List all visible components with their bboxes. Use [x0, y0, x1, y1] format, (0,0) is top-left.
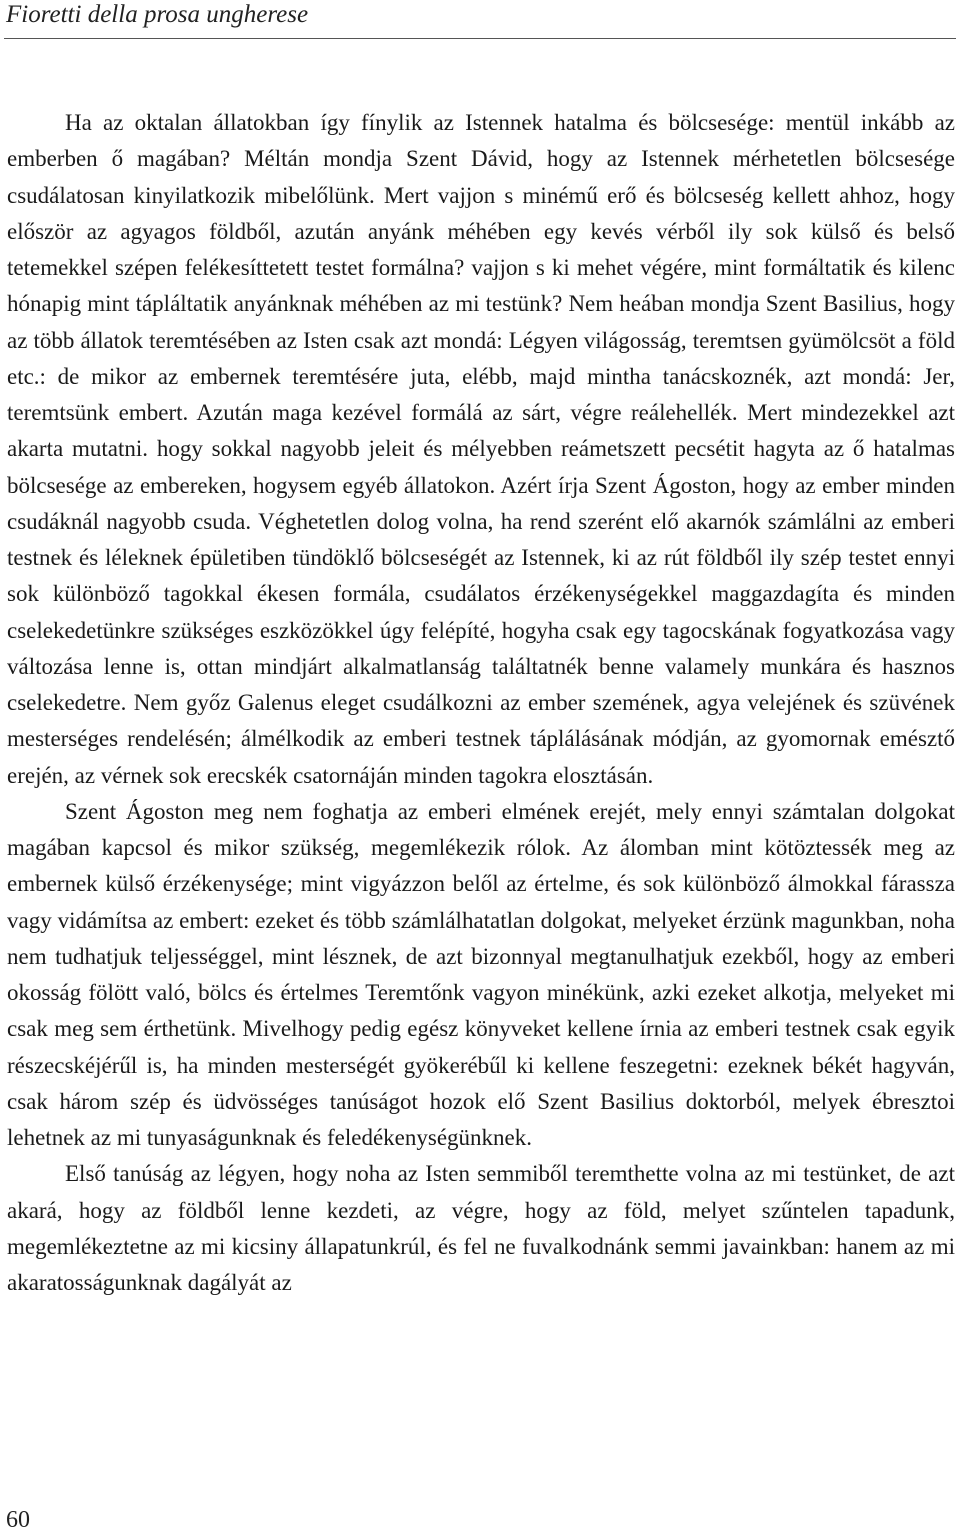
page-number: 60 — [6, 1507, 30, 1533]
body-text — [7, 105, 955, 1301]
header-divider — [4, 38, 956, 39]
running-head-title: Fioretti della prosa ungherese — [6, 1, 309, 28]
paragraph-3: Első tanúság az légyen, hogy noha az Isten semmiből teremthette volna az mi testünket, de azt akará, hogy az földből lenne kezdeti, az végre, hogy az föld, melyet szűntelen tapadunk, megemlékeztetne az mi kicsiny állapatunkrúl, és fel ne fuvalkodnánk semmi javainkban: hanem az mi akaratosságunknak dagályát az — [7, 1161, 955, 1295]
paragraph-2: Szent Ágoston meg nem foghatja az emberi elmének erejét, mely ennyi számtalan dolgokat magában kapcsol és mikor szükség, megemlékezik rólok. Az álomban mint kötöztessék meg az embernek külső érzékenysége; mint vigyázzon belől az értelme, és sok különböző álmokkal fárassza vagy vidámítsa az embert: ezeket és több számlálhatatlan dolgokat, melyeket érzünk magunkban, noha nem tudhatjuk teljességgel, mint lésznek, de azt bizonnyal megtanulhatjuk ezekből, hogy az emberi okosság fölött való, bölcs és értelmes Teremtőnk vagyon minékünk, azki ezeket alkotja, melyeket mi csak meg sem érthetünk. Mivelhogy pedig egész könyveket kellene írnia az emberi testnek csak egyik részecskéjérűl is, ha minden mesterségét gyökerébűl ki kellene feszegetni: ezeknek békét hagyván, csak három szép és üdvösséges tanúságot hozok elő Szent Basilius doktorból, melyek ébresztoi lehetnek az mi tunyaságunknak és feledékenységünknek. — [7, 798, 955, 1150]
paragraph-1: Ha az oktalan állatokban így fínylik az Istennek hatalma és bölcsesége: mentül inkább az emberben ő magában? Méltán mondja Szent Dávid, hogy az Istennek mérhetetlen bölcsesége csudálatosan kinyilatkozik mibelőlünk. Mert vajjon s minémű erő és bölcseség kellett ahhoz, hogy először az agyagos földből, azután anyánk méhében egy kevés vérből ily sok külső és belső tetemekkel szépen felékesíttetett testet formálna? vajjon s ki mehet végére, mint formáltatik és kilenc hónapig mint tápláltatik anyánknak méhében az mi testünk? Nem heában mondja Szent Basilius, hogy az több állatok teremtésében az Isten csak azt mondá: Légyen világosság, teremtsen gyümölcsöt a föld etc.: de mikor az embernek teremtésére juta, elébb, majd mintha tanácskoznék, azt mondá: Jer, teremtsünk embert. Azután maga kezével formálá az sárt, végre reálehellék. Mert mindezekkel azt akarta mutatni. hogy sokkal nagyobb jeleit és mélyebben reámetszett pecsétit hagyta az ő hatalmas bölcsesége az embereken, hogysem egyéb állatokon. Azért írja Szent Ágoston, hogy az ember minden csudáknál nagyobb csuda. Véghetetlen dolog volna, ha rend szerént elő akarnók számlálni az emberi testnek és léleknek épületiben tündöklő bölcseségét az Istennek, ki az rút földből ily szép testet ennyi sok különböző tagokkal ékesen formála, csudálatos érzékenységekkel maggazdagíta és minden cselekedetünkre szükséges eszközökkel úgy felépíté, hogyha csak egy tagocskának fogyatkozása vagy változása lenne is, ottan mindjárt alkalmatlanság találtatnék benne valamely munkára és hasznos cselekedetre. Nem győz Galenus eleget csudálkozni az ember szemének, agya velejének és szüvének mesterséges rendelésén; álmélkodik az emberi testnek táplálásának módján, az gyomornak emésztő erején, az vérnek sok erecskék csatornáján minden tagokra elosztásán. — [7, 110, 955, 788]
